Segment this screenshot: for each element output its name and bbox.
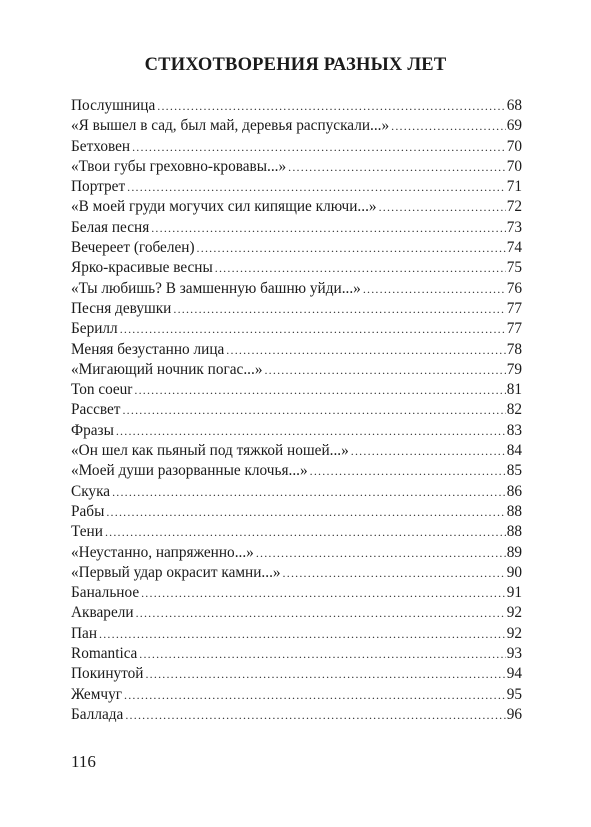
dot-leader <box>112 482 506 502</box>
toc-entry-page: 69 <box>506 117 522 135</box>
toc-entry <box>71 319 522 339</box>
toc-entry-title: Вечереет (гобелен) <box>71 239 195 257</box>
toc-entry <box>71 137 522 157</box>
dot-leader <box>391 116 506 136</box>
dot-leader <box>116 421 506 441</box>
toc-entry-page: 93 <box>506 645 522 663</box>
toc-entry-title: Рабы <box>71 502 105 520</box>
toc-entry-page: 72 <box>506 198 522 216</box>
toc-entry-page: 96 <box>506 705 522 723</box>
toc-entry <box>71 279 522 299</box>
toc-entry-page: 88 <box>506 502 522 520</box>
dot-leader <box>226 340 505 360</box>
toc-entry-page: 76 <box>506 279 522 297</box>
toc-entry <box>71 461 522 481</box>
toc-entry-page: 84 <box>506 442 522 460</box>
toc-entry-title: «Ты любишь? В замшенную башню уйди...» <box>71 279 361 297</box>
toc-entry <box>71 238 522 258</box>
toc-entry-title: «В моей груди могучих сил кипящие ключи...» <box>71 198 377 216</box>
toc-entry <box>71 218 522 238</box>
toc-entry-title: Ярко-красивые весны <box>71 259 213 277</box>
toc-entry-title: «Первый удар окрасит камни...» <box>71 563 281 581</box>
toc-entry-title: Тени <box>71 523 103 541</box>
toc-entry-title: Romantica <box>71 645 138 663</box>
toc-entry-page: 81 <box>506 381 522 399</box>
toc-entry <box>71 522 522 542</box>
table-of-contents <box>71 96 522 725</box>
dot-leader <box>99 624 506 644</box>
toc-entry <box>71 664 522 684</box>
dot-leader <box>288 157 506 177</box>
dot-leader <box>120 319 506 339</box>
toc-entry <box>71 177 522 197</box>
toc-entry <box>71 603 522 623</box>
toc-entry-page: 77 <box>506 320 522 338</box>
toc-entry-page: 90 <box>506 563 522 581</box>
toc-entry <box>71 705 522 725</box>
toc-entry-page: 77 <box>506 299 522 317</box>
toc-entry-title: Песня девушки <box>71 299 172 317</box>
toc-entry-page: 79 <box>506 360 522 378</box>
toc-entry-page: 82 <box>506 401 522 419</box>
toc-entry <box>71 380 522 400</box>
toc-entry-title: Рассвет <box>71 401 121 419</box>
toc-entry-title: Бетховен <box>71 137 131 155</box>
dot-leader <box>151 218 505 238</box>
toc-entry-title: Послушница <box>71 97 156 114</box>
dot-leader <box>145 664 505 684</box>
toc-entry-title: «Он шел как пьяный под тяжкой ношей...» <box>71 442 349 460</box>
toc-entry-page: 70 <box>506 137 522 155</box>
toc-entry-title: Баллада <box>71 705 124 723</box>
toc-entry <box>71 482 522 502</box>
toc-entry <box>71 502 522 522</box>
dot-leader <box>283 563 506 583</box>
dot-leader <box>173 299 505 319</box>
dot-leader <box>105 522 506 542</box>
dot-leader <box>351 441 506 461</box>
dot-leader <box>127 177 506 197</box>
dot-leader <box>106 502 505 522</box>
toc-entry-page: 91 <box>506 584 522 602</box>
toc-entry-page: 89 <box>506 543 522 561</box>
toc-entry-title: Меняя безустанно лица <box>71 340 225 358</box>
toc-entry-page: 86 <box>506 482 522 500</box>
toc-entry <box>71 299 522 319</box>
toc-entry-page: 92 <box>506 604 522 622</box>
toc-entry <box>71 197 522 217</box>
toc-entry-page: 95 <box>506 685 522 703</box>
dot-leader <box>141 583 506 603</box>
toc-entry-title: Ton coeur <box>71 381 133 399</box>
toc-entry <box>71 685 522 705</box>
toc-entry-title: Акварели <box>71 604 134 622</box>
dot-leader <box>139 644 505 664</box>
toc-entry <box>71 583 522 603</box>
toc-entry <box>71 360 522 380</box>
toc-entry <box>71 421 522 441</box>
toc-entry-page: 94 <box>506 665 522 683</box>
toc-entry-title: «Неустанно, напряженно...» <box>71 543 254 561</box>
toc-entry-page: 83 <box>506 421 522 439</box>
toc-entry-page: 71 <box>506 178 522 196</box>
dot-leader <box>264 360 505 380</box>
toc-entry-title: Покинутой <box>71 665 144 683</box>
toc-entry <box>71 116 522 136</box>
page-title: СТИХОТВОРЕНИЯ РАЗНЫХ ЛЕТ <box>144 55 447 75</box>
toc-entry-page: 78 <box>506 340 522 358</box>
toc-entry-title: Фразы <box>71 421 114 439</box>
dot-leader <box>132 137 506 157</box>
toc-entry <box>71 441 522 461</box>
toc-entry-page: 68 <box>506 97 522 114</box>
toc-entry <box>71 563 522 583</box>
dot-leader <box>125 705 505 725</box>
dot-leader <box>363 279 506 299</box>
toc-entry-title: «Я вышел в сад, был май, деревья распускали...» <box>71 117 390 135</box>
toc-entry-title: Портрет <box>71 178 126 196</box>
dot-leader <box>157 96 505 116</box>
toc-entry-page: 73 <box>506 218 522 236</box>
dot-leader <box>215 258 506 278</box>
toc-entry-title: Жемчуг <box>71 685 123 703</box>
toc-entry-title: Белая песня <box>71 218 150 236</box>
toc-entry-title: Скука <box>71 482 111 500</box>
dot-leader <box>379 197 506 217</box>
dot-leader <box>256 543 506 563</box>
toc-entry-title: Берилл <box>71 320 118 338</box>
toc-entry <box>71 340 522 360</box>
page-number: 116 <box>71 752 96 771</box>
toc-entry <box>71 258 522 278</box>
toc-entry-title: «Мигающий ночник погас...» <box>71 360 263 378</box>
toc-entry <box>71 644 522 664</box>
toc-entry-page: 92 <box>506 624 522 642</box>
toc-entry-page: 70 <box>506 157 522 175</box>
dot-leader <box>122 400 505 420</box>
toc-entry-page: 74 <box>506 239 522 257</box>
dot-leader <box>310 461 506 481</box>
toc-entry <box>71 624 522 644</box>
toc-entry-title: «Твои губы греховно-кровавы...» <box>71 157 287 175</box>
toc-entry-page: 88 <box>506 523 522 541</box>
dot-leader <box>124 685 506 705</box>
toc-entry-page: 85 <box>506 462 522 480</box>
toc-entry-title: Банальное <box>71 584 140 602</box>
dot-leader <box>136 603 506 623</box>
dot-leader <box>134 380 505 400</box>
toc-entry <box>71 96 522 116</box>
toc-entry <box>71 157 522 177</box>
toc-entry-title: «Моей души разорванные клочья...» <box>71 462 308 480</box>
toc-entry-title: Пан <box>71 624 98 642</box>
toc-entry-page: 75 <box>506 259 522 277</box>
dot-leader <box>197 238 506 258</box>
toc-entry <box>71 543 522 563</box>
toc-entry <box>71 400 522 420</box>
